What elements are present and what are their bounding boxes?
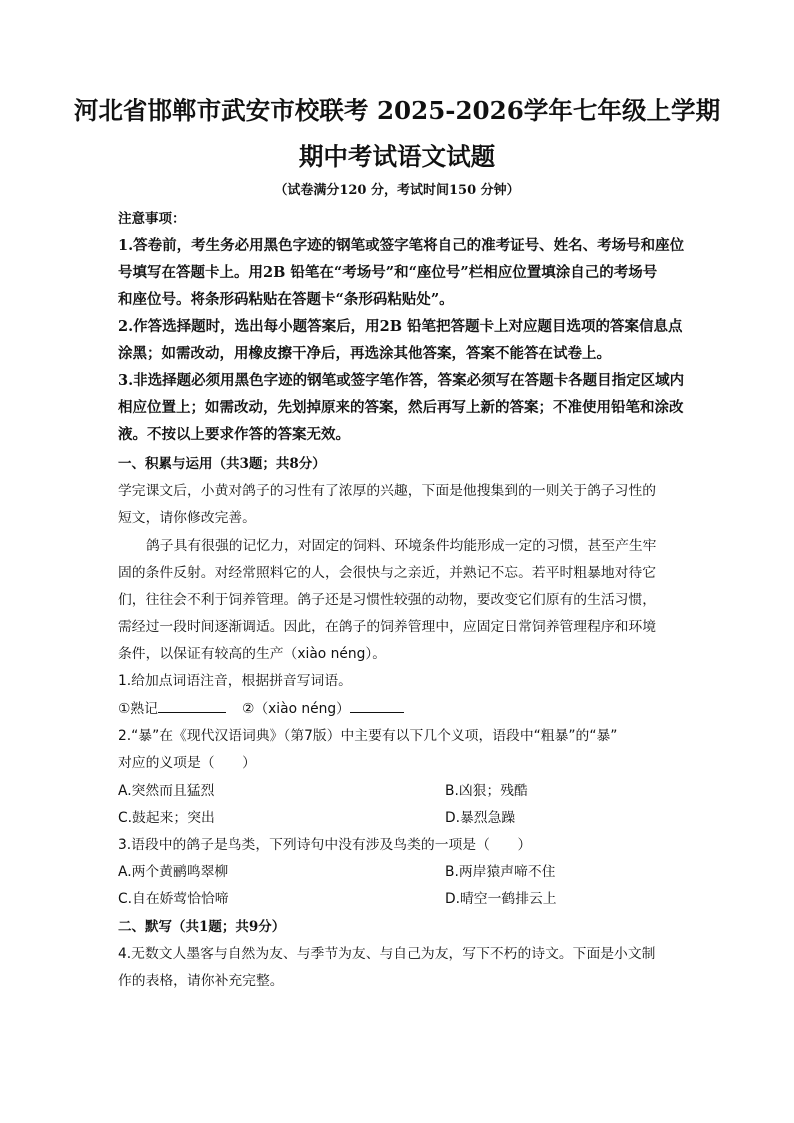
notice-line: 相应位置上；如需改动，先划掉原来的答案，然后再写上新的答案；不准使用铅笔和涂改: [118, 399, 684, 416]
question-2-option-b[interactable]: B.凶狠；残酷: [445, 783, 528, 799]
passage-line: 需经过一段时间逐渐调适。因此，在鸽子的饲养管理中，应固定日常饲养管理程序和环境: [118, 619, 657, 635]
passage-line: 条件，以保证有较高的生产（xiào néng）。: [118, 646, 387, 662]
question-2-option-d[interactable]: D.暴烈急躁: [445, 810, 516, 826]
question-2-stem: 2.“暴”在《现代汉语词典》（第7版）中主要有以下几个义项，语段中“粗暴”的“暴”: [118, 728, 618, 744]
question-1-stem: 1.给加点词语注音，根据拼音写词语。: [118, 673, 352, 689]
passage-line: 固的条件反射。对经常照料它的人，会很快与之亲近，并熟记不忘。若平时粗暴地对待它: [118, 565, 657, 581]
question-2-stem: 对应的义项是（ ）: [118, 755, 256, 771]
exam-title-line2: 期中考试语文试题: [298, 142, 496, 171]
notice-line: 1.答卷前，考生务必用黑色字迹的钢笔或签字笔将自己的准考证号、姓名、考场号和座位: [118, 237, 685, 254]
question-3-option-c[interactable]: C.自在娇莺恰恰啼: [118, 891, 229, 907]
question-1a-label: ①熟记: [118, 701, 158, 717]
notice-line: 号填写在答题卡上。用2B 铅笔在“考场号”和“座位号”栏相应位置填涂自己的考场号: [118, 264, 658, 281]
question-3-option-b[interactable]: B.两岸猿声啼不住: [445, 864, 556, 880]
exam-title-line1: 河北省邯郸市武安市校联考 2025-2026学年七年级上学期: [73, 96, 721, 125]
answer-blank-1b[interactable]: [350, 699, 404, 713]
question-2-option-c[interactable]: C.鼓起来；突出: [118, 810, 215, 826]
question-1-answers: [118, 697, 404, 717]
notice-heading: 注意事项：: [118, 211, 186, 227]
section2-heading: 二、默写（共1题；共9分）: [118, 919, 286, 935]
passage-line: 鸽子具有很强的记忆力，对固定的饲料、环境条件均能形成一定的习惯，甚至产生牢: [146, 538, 657, 554]
question-3-stem: 3.语段中的鸽子是鸟类，下列诗句中没有涉及鸟类的一项是（ ）: [118, 837, 532, 853]
notice-line: 2.作答选择题时，选出每小题答案后，用2B 铅笔把答题卡上对应题目选项的答案信息点: [118, 318, 683, 335]
section1-intro: 短文，请你修改完善。: [118, 510, 256, 526]
question-4-stem: 4.无数文人墨客与自然为友、与季节为友、与自己为友，写下不朽的诗文。下面是小文制: [118, 946, 656, 962]
question-1b-label: ②（xiào néng）: [241, 701, 350, 717]
answer-blank-1a[interactable]: [158, 699, 226, 713]
notice-line: 液。不按以上要求作答的答案无效。: [118, 426, 350, 443]
section1-intro: 学完课文后，小黄对鸽子的习性有了浓厚的兴趣，下面是他搜集到的一则关于鸽子习性的: [118, 483, 657, 499]
notice-line: 涂黑；如需改动，用橡皮擦干净后，再选涂其他答案，答案不能答在试卷上。: [118, 345, 611, 362]
question-3-option-d[interactable]: D.晴空一鹤排云上: [445, 891, 557, 907]
passage-line: 们，往往会不利于饲养管理。鸽子还是习惯性较强的动物，要改变它们原有的生活习惯，: [118, 592, 657, 608]
question-2-option-a[interactable]: A.突然而且猛烈: [118, 783, 215, 799]
section1-heading: 一、积累与运用（共3题；共8分）: [118, 456, 326, 472]
notice-line: 3.非选择题必须用黑色字迹的钢笔或签字笔作答，答案必须写在答题卡各题目指定区域内: [118, 372, 685, 389]
notice-line: 和座位号。将条形码粘贴在答题卡“条形码粘贴处”。: [118, 291, 454, 308]
question-4-stem: 作的表格，请你补充完整。: [118, 973, 284, 989]
question-3-option-a[interactable]: A.两个黄鹂鸣翠柳: [118, 864, 229, 880]
exam-subtitle: （试卷满分120 分，考试时间150 分钟）: [274, 183, 520, 198]
